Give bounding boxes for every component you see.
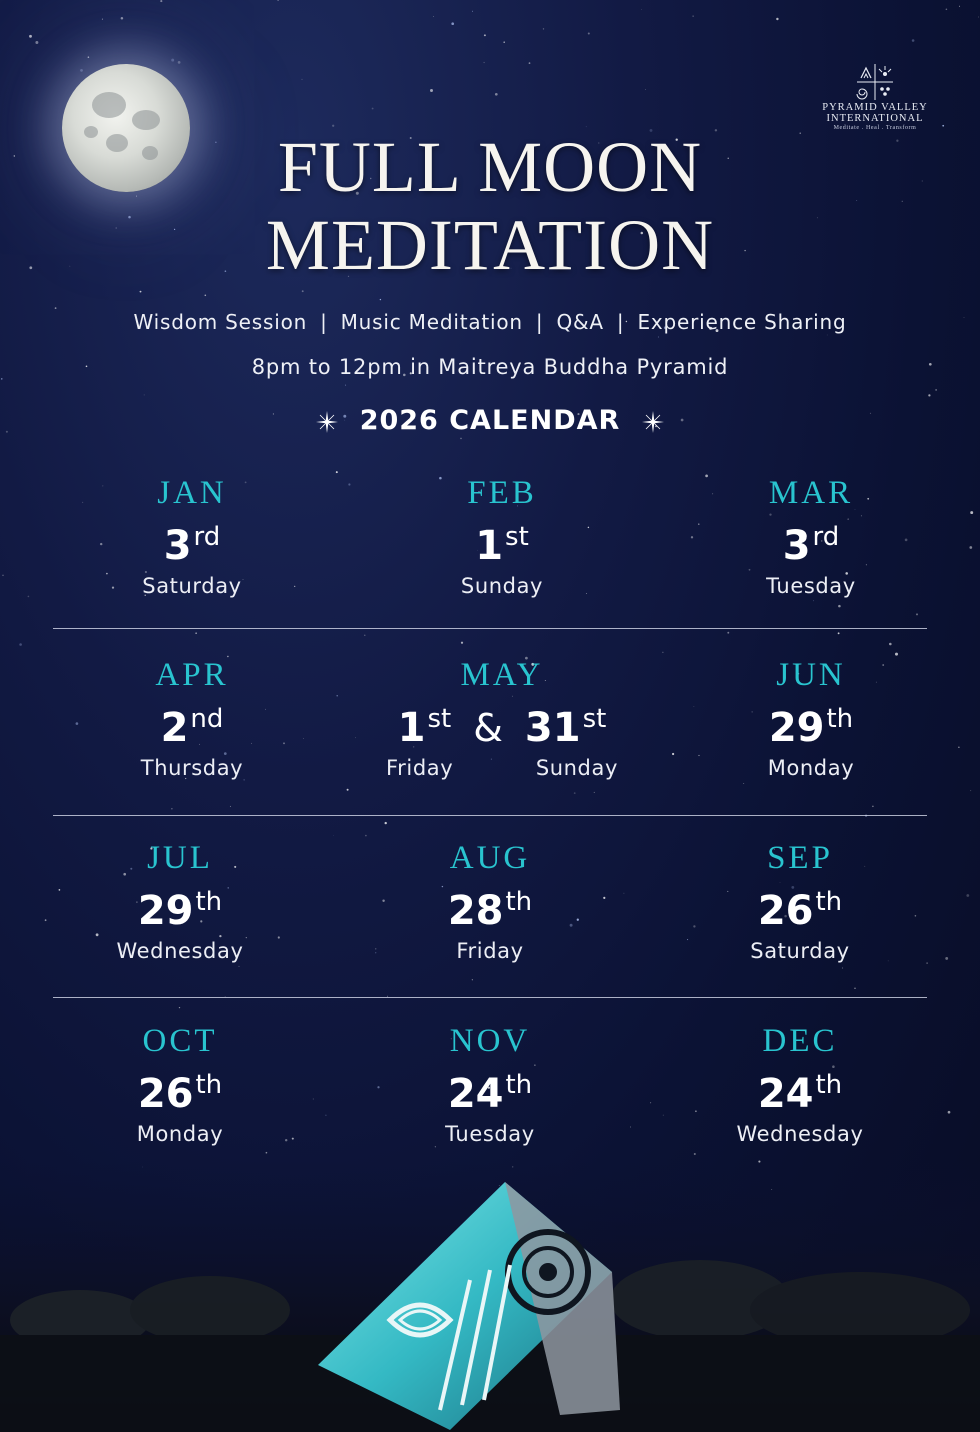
day-number: 29th <box>137 887 223 934</box>
month-label: OCT <box>142 1023 218 1059</box>
star <box>694 706 695 707</box>
star <box>813 600 814 601</box>
row-divider <box>53 815 927 816</box>
day-number: 26th <box>757 887 843 934</box>
pyramid-valley-logo <box>812 62 938 131</box>
star <box>347 789 349 791</box>
star <box>140 291 142 293</box>
calendar-heading <box>0 405 980 436</box>
star <box>698 523 699 524</box>
star <box>179 1007 180 1008</box>
day-number: 24th <box>757 1070 843 1117</box>
star <box>727 632 729 634</box>
star <box>529 62 531 64</box>
star <box>375 948 376 949</box>
star <box>313 1098 314 1099</box>
month-label: DEC <box>762 1023 838 1059</box>
star <box>385 822 387 824</box>
star <box>588 32 590 34</box>
logo-tagline: Meditate . Heal . Transform <box>833 125 917 131</box>
star <box>76 722 79 725</box>
star <box>29 35 32 38</box>
star <box>121 17 124 20</box>
month-label: MAR <box>768 475 854 511</box>
month-label: AUG <box>449 840 531 876</box>
weekday-pair <box>386 754 618 782</box>
star <box>838 632 840 634</box>
star <box>303 738 304 739</box>
month-label: SEP <box>767 840 833 876</box>
star <box>912 39 915 42</box>
star <box>970 790 971 791</box>
star <box>348 483 350 485</box>
star <box>603 897 605 899</box>
month-label: JUN <box>776 657 846 693</box>
weekday-label: Sunday <box>535 756 618 780</box>
star <box>80 69 83 72</box>
star <box>472 979 473 980</box>
weekday-label: Tuesday <box>445 1122 535 1146</box>
separator: | <box>535 310 544 334</box>
star <box>336 471 338 473</box>
star <box>345 385 346 386</box>
star <box>484 34 486 36</box>
star <box>277 0 279 1</box>
star <box>460 438 462 440</box>
month-cell-nov <box>380 1023 600 1148</box>
separator: | <box>616 310 625 334</box>
star <box>827 335 828 336</box>
event-time-location: 8pm to 12pm in Maitreya Buddha Pyramid <box>251 355 729 379</box>
weekday-label: Monday <box>136 1122 224 1146</box>
star <box>171 808 172 809</box>
page-title <box>0 128 980 284</box>
month-cell-dec <box>690 1023 910 1148</box>
day-number: 2nd <box>160 704 224 751</box>
weekday-label: Saturday <box>750 939 850 963</box>
day-number: 3rd <box>163 522 221 569</box>
month-label: FEB <box>467 475 537 511</box>
star <box>266 1152 268 1154</box>
session-item: Experience Sharing <box>637 310 847 334</box>
star <box>325 1115 327 1117</box>
month-cell-sep <box>690 840 910 965</box>
star <box>915 915 917 917</box>
star <box>144 394 145 395</box>
weekday-label: Sunday <box>460 574 544 598</box>
month-label: APR <box>155 657 229 693</box>
star <box>375 952 376 953</box>
session-item: Music Meditation <box>340 310 523 334</box>
star <box>687 939 688 940</box>
star <box>594 792 595 793</box>
star <box>978 17 979 18</box>
weekday-label: Friday <box>456 939 524 963</box>
star <box>55 307 57 309</box>
month-cell-aug <box>380 840 600 965</box>
star <box>916 613 918 615</box>
month-label: JUL <box>147 840 213 876</box>
month-label: MAY <box>460 657 544 693</box>
star <box>959 6 960 7</box>
month-cell-oct <box>70 1023 290 1148</box>
logo-name-line2: INTERNATIONAL <box>826 113 924 124</box>
star <box>495 93 498 96</box>
star <box>35 41 38 44</box>
star <box>19 643 22 646</box>
date-joiner: & <box>473 706 503 750</box>
day-number: 3rd <box>782 522 840 569</box>
day-number: 1st & 31st <box>397 704 607 751</box>
weekday-label: Thursday <box>140 756 244 780</box>
calendar-title: 2026 CALENDAR <box>359 405 621 436</box>
star <box>483 62 484 63</box>
star <box>205 295 207 297</box>
star <box>336 695 337 696</box>
logo-name-line1: PYRAMID VALLEY <box>822 102 928 113</box>
title-line-1: FULL MOON <box>277 127 703 207</box>
star <box>292 1138 294 1140</box>
row-divider <box>53 628 927 629</box>
pyramid-night-scene <box>0 1160 980 1432</box>
star <box>2 575 3 576</box>
star <box>693 16 694 17</box>
star <box>433 16 434 17</box>
star <box>543 28 544 29</box>
star <box>472 11 473 12</box>
star <box>59 889 61 891</box>
month-label: JAN <box>157 475 227 511</box>
separator: | <box>320 310 328 334</box>
star <box>461 642 463 644</box>
star <box>694 1153 696 1155</box>
month-cell-may <box>352 657 652 782</box>
star <box>503 41 505 43</box>
star <box>451 22 454 25</box>
star <box>776 18 778 20</box>
row-divider <box>53 997 927 998</box>
star <box>574 792 576 794</box>
star <box>630 1127 631 1128</box>
weekday-label: Wednesday <box>116 939 244 963</box>
star <box>948 1111 951 1114</box>
star <box>171 59 174 62</box>
star <box>743 783 744 784</box>
star <box>662 652 663 653</box>
month-label: NOV <box>449 1023 531 1059</box>
star <box>926 962 928 964</box>
star <box>372 108 374 110</box>
day-number: 1st <box>475 522 529 569</box>
star <box>364 635 365 636</box>
day-number: 29th <box>768 704 854 751</box>
star <box>928 394 930 396</box>
day-number: 28th <box>447 887 533 934</box>
session-item: Q&A <box>556 310 604 334</box>
star <box>842 968 843 969</box>
sparkle-icon <box>642 411 664 433</box>
star <box>969 546 972 549</box>
star <box>645 89 646 90</box>
sparkle-icon <box>316 411 338 433</box>
star <box>672 753 674 755</box>
star <box>195 633 196 634</box>
star <box>889 643 892 646</box>
star <box>302 290 304 292</box>
star <box>88 56 90 58</box>
star <box>658 337 659 338</box>
star <box>178 61 181 64</box>
month-cell-jun <box>701 657 921 782</box>
star <box>663 1115 664 1116</box>
star <box>838 605 841 608</box>
session-list <box>0 310 980 334</box>
month-cell-mar <box>701 475 921 600</box>
logo-mark-icon <box>853 62 897 102</box>
star <box>45 919 47 921</box>
star <box>160 0 162 2</box>
month-cell-jan <box>82 475 302 600</box>
star <box>854 987 856 989</box>
star <box>102 19 103 20</box>
star <box>623 893 624 894</box>
star <box>28 596 30 598</box>
weekday-label: Tuesday <box>766 574 856 598</box>
star <box>641 9 642 10</box>
weekday-label: Wednesday <box>736 1122 864 1146</box>
star <box>945 957 948 960</box>
day-number: 24th <box>447 1070 533 1117</box>
weekday-label: Saturday <box>142 574 242 598</box>
star <box>691 536 693 538</box>
star <box>650 1102 651 1103</box>
star <box>239 966 240 967</box>
day-number: 26th <box>137 1070 223 1117</box>
star <box>970 511 973 514</box>
title-line-2: MEDITATION <box>265 205 715 285</box>
star <box>942 125 944 127</box>
weekday-label: Monday <box>767 756 855 780</box>
month-cell-apr <box>82 657 302 782</box>
star <box>946 9 948 11</box>
star <box>302 79 303 80</box>
star <box>958 747 959 748</box>
star <box>430 89 433 92</box>
month-cell-jul <box>70 840 290 965</box>
star <box>935 389 937 391</box>
star <box>230 806 231 807</box>
star <box>966 894 969 897</box>
star <box>365 835 367 837</box>
star <box>895 653 898 656</box>
star <box>872 806 873 807</box>
star <box>380 299 381 300</box>
session-item: Wisdom Session <box>133 310 308 334</box>
weekday-label: Friday <box>386 756 454 780</box>
star <box>698 755 699 756</box>
month-cell-feb <box>392 475 612 600</box>
star <box>333 835 334 836</box>
